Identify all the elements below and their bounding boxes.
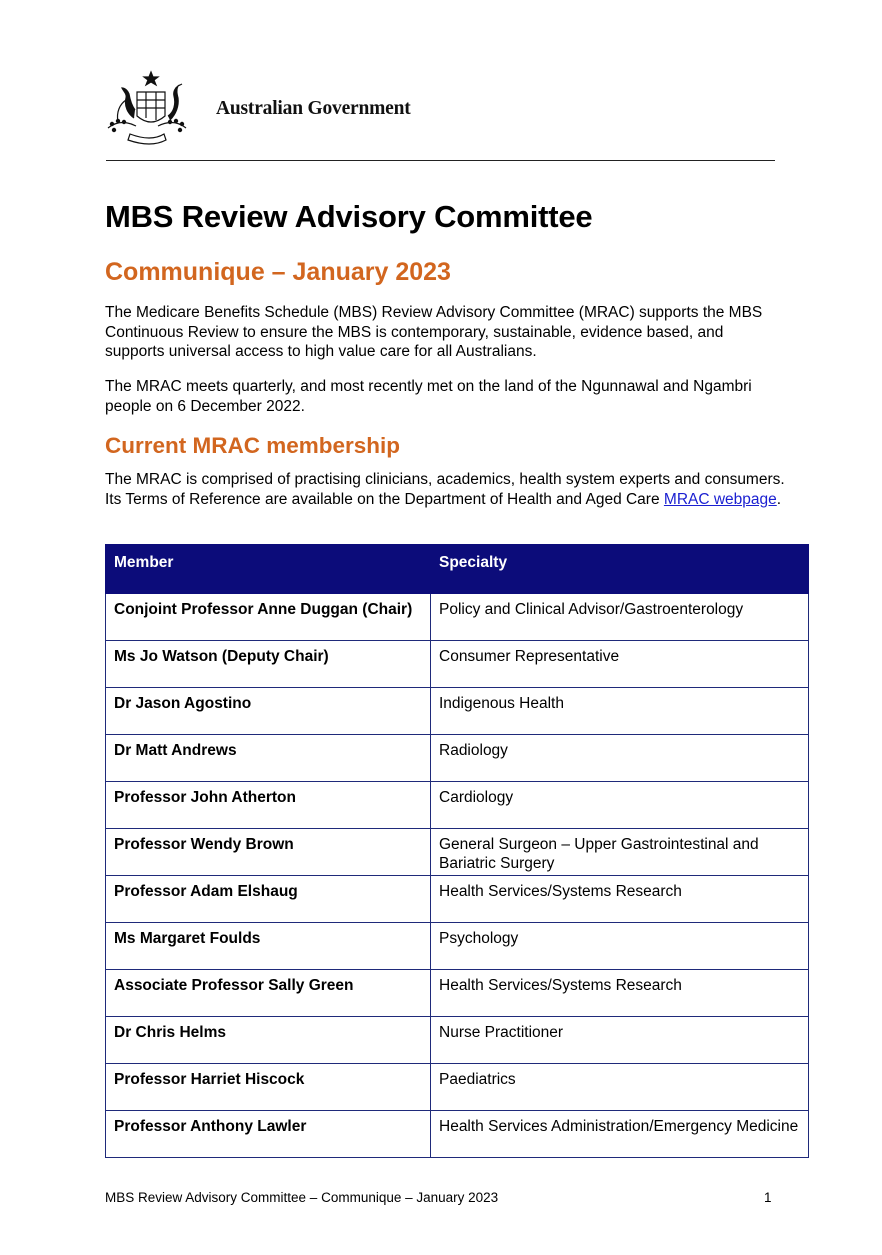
table-row (106, 1017, 809, 1064)
table-row (106, 876, 809, 923)
member-specialty: Radiology (431, 735, 809, 782)
member-specialty: Health Services/Systems Research (431, 876, 809, 923)
member-name: Professor Harriet Hiscock (106, 1064, 431, 1111)
document-title: MBS Review Advisory Committee (105, 199, 593, 234)
member-name: Professor Wendy Brown (106, 829, 431, 876)
member-name: Ms Margaret Foulds (106, 923, 431, 970)
table-row (106, 829, 809, 876)
member-specialty: Paediatrics (431, 1064, 809, 1111)
table-row (106, 1111, 809, 1158)
member-specialty: Nurse Practitioner (431, 1017, 809, 1064)
coat-of-arms-icon (104, 70, 190, 148)
table-row (106, 641, 809, 688)
member-name: Professor John Atherton (106, 782, 431, 829)
member-name: Dr Jason Agostino (106, 688, 431, 735)
member-specialty: Psychology (431, 923, 809, 970)
member-column-header: Member (106, 545, 431, 594)
table-row (106, 782, 809, 829)
table-row (106, 688, 809, 735)
member-specialty: Indigenous Health (431, 688, 809, 735)
membership-table (105, 544, 809, 1158)
mrac-webpage-link[interactable]: MRAC webpage (663, 490, 777, 508)
member-name: Professor Adam Elshaug (106, 876, 431, 923)
member-specialty: Health Services/Systems Research (431, 970, 809, 1017)
member-name: Professor Anthony Lawler (106, 1111, 431, 1158)
membership-text: The MRAC is comprised of practising clinicians, academics, health system experts and consumers. Its Terms of Reference are available on the Department of Health and Aged Care (105, 471, 785, 508)
page-number: 1 (764, 1190, 772, 1205)
member-specialty: Health Services Administration/Emergency Medicine (431, 1111, 809, 1158)
header-divider (106, 160, 775, 161)
intro-paragraph-2: The MRAC meets quarterly, and most recently met on the land of the Ngunnawal and Ngambri people on 6 December 2022. (105, 378, 752, 415)
australian-government-logo (104, 70, 424, 148)
government-name: Australian Government (216, 98, 411, 119)
member-name: Dr Matt Andrews (106, 735, 431, 782)
member-name: Conjoint Professor Anne Duggan (Chair) (106, 594, 431, 641)
member-specialty: Cardiology (431, 782, 809, 829)
table-row (106, 594, 809, 641)
table-row (106, 1064, 809, 1111)
member-specialty: Policy and Clinical Advisor/Gastroenterology (431, 594, 809, 641)
membership-paragraph (105, 470, 785, 509)
table-row (106, 735, 809, 782)
specialty-column-header: Specialty (431, 545, 809, 594)
table-row (106, 970, 809, 1017)
table-header-row (106, 545, 809, 594)
document-subtitle: Communique – January 2023 (105, 258, 451, 286)
membership-heading: Current MRAC membership (105, 433, 401, 458)
table-row (106, 923, 809, 970)
member-specialty: Consumer Representative (431, 641, 809, 688)
membership-text-end: . (776, 490, 782, 508)
member-name: Associate Professor Sally Green (106, 970, 431, 1017)
page-footer: MBS Review Advisory Committee – Communique – January 2023 (105, 1190, 499, 1205)
member-specialty: General Surgeon – Upper Gastrointestinal and Bariatric Surgery (431, 829, 809, 876)
intro-paragraph-1: The Medicare Benefits Schedule (MBS) Review Advisory Committee (MRAC) supports the MBS Continuous Review to ensure the MBS is contemporary, sustainable, evidence based, and supports universal access to high value care for all Australians. (105, 304, 763, 360)
member-name: Ms Jo Watson (Deputy Chair) (106, 641, 431, 688)
member-name: Dr Chris Helms (106, 1017, 431, 1064)
